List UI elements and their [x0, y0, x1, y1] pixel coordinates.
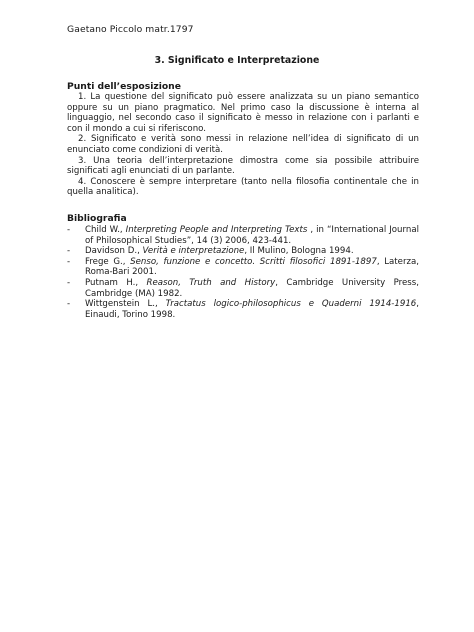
point-item-2: 2. Significato e verità sono messi in relazione nell’idea di significato di un enunciato come condizioni di verità. [67, 134, 419, 155]
bib-title: Senso, funzione e concetto. Scritti filosofici 1891-1897 [130, 256, 377, 267]
list-dash: - [67, 277, 71, 288]
bib-publication: , Laterza, Roma-Bari 2001. [85, 256, 419, 278]
bibliography-heading: Bibliografia [67, 213, 127, 224]
point-item-3: 3. Una teoria dell’interpretazione dimostra come sia possibile attribuire significati agli enunciati di un parlante. [67, 155, 419, 177]
points-heading: Punti dell’esposizione [67, 81, 181, 92]
bib-publication: , Einaudi, Torino 1998. [85, 299, 419, 320]
bib-title: Interpreting People and Interpreting Texts [125, 225, 308, 235]
point-item-4: 4. Conoscere è sempre interpretare (tanto nella filosofia continentale che in quella analitica). [67, 176, 419, 198]
list-dash: - [67, 299, 71, 310]
bibliography-item [67, 225, 419, 246]
bib-author: Frege G., [85, 256, 131, 267]
bib-author: Davidson D., [85, 246, 143, 257]
bib-publication: , Il Mulino, Bologna 1994. [244, 246, 354, 257]
bibliography-list [67, 225, 419, 320]
point-item-1: 1. La questione del significato può essere analizzata su un piano semantico oppure su un piano pragmatico. Nel primo caso la discussione è interna al linguaggio, nel secondo caso il significato è messo in relazione con i parlanti e con il mondo a cui si riferiscono. [67, 92, 419, 134]
list-dash: - [67, 225, 71, 235]
list-dash: - [67, 256, 71, 267]
author-line: Gaetano Piccolo matr.1797 [67, 24, 194, 35]
section-title: 3. Significato e Interpretazione [154, 55, 320, 66]
bib-title: Tractatus logico-philosophicus e Quaderni 1914-1916 [165, 299, 417, 310]
bib-author: Wittgenstein L., [85, 299, 166, 310]
bibliography-item [67, 246, 419, 257]
bibliography-item [67, 299, 419, 320]
list-dash: - [67, 246, 71, 257]
bib-title: Reason, Truth and History [146, 277, 276, 288]
bib-publication: , in “International Journal of Philosophical Studies”, 14 (3) 2006, 423-441. [85, 225, 419, 246]
bibliography-item [67, 278, 419, 299]
bib-author: Child W., [85, 225, 126, 235]
bib-author: Putnam H., [85, 277, 147, 288]
bib-title: Verità e interpretazione [142, 246, 245, 257]
points-section [67, 81, 419, 198]
bibliography-item [67, 257, 419, 278]
bib-publication: , Cambridge University Press, Cambridge (MA) 1982. [85, 277, 419, 299]
bibliography-section [67, 213, 419, 320]
